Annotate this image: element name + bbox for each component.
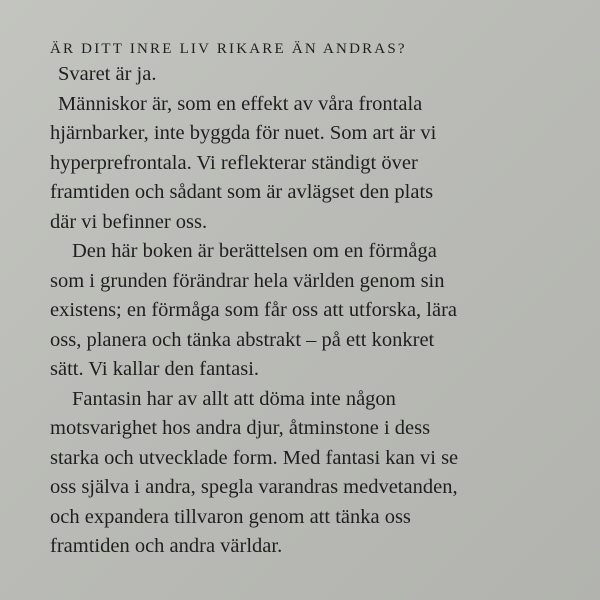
text-line: sätt. Vi kallar den fantasi.	[50, 358, 260, 380]
text-block	[50, 38, 570, 562]
text-line: starka och utvecklade form. Med fantasi kan vi se	[50, 446, 459, 469]
text-line: oss, planera och tänka abstrakt – på ett konkret	[50, 328, 435, 351]
text-line: framtiden och andra världar.	[50, 535, 283, 557]
text-line: Svaret är ja.	[58, 63, 157, 85]
text-line: Människor är, som en effekt av våra frontala	[58, 92, 423, 115]
paragraph-2	[50, 90, 570, 238]
text-line: framtiden och sådant som är avlägset den plats	[50, 181, 434, 203]
text-line: motsvarighet hos andra djur, åtminstone i dess	[50, 417, 431, 439]
section-heading: ÄR DITT INRE LIV RIKARE ÄN ANDRAS?	[50, 41, 407, 57]
text-line: Fantasin har av allt att döma inte någon	[72, 387, 396, 410]
text-line: existens; en förmåga som får oss att utforska, lära	[50, 299, 458, 321]
text-line: oss själva i andra, spegla varandras medvetanden,	[50, 476, 458, 498]
paragraph-4	[50, 385, 570, 562]
paragraph-1	[50, 60, 570, 90]
paragraph-3	[50, 237, 570, 385]
text-line: Den här boken är berättelsen om en förmåga	[72, 240, 437, 262]
text-line: där vi befinner oss.	[50, 210, 208, 233]
text-line: hyperprefrontala. Vi reflekterar ständigt över	[50, 151, 418, 174]
text-line: hjärnbarker, inte byggda för nuet. Som art är vi	[50, 122, 437, 144]
text-line: och expandera tillvaron genom att tänka oss	[50, 505, 411, 528]
text-line: som i grunden förändrar hela världen genom sin	[50, 269, 445, 292]
